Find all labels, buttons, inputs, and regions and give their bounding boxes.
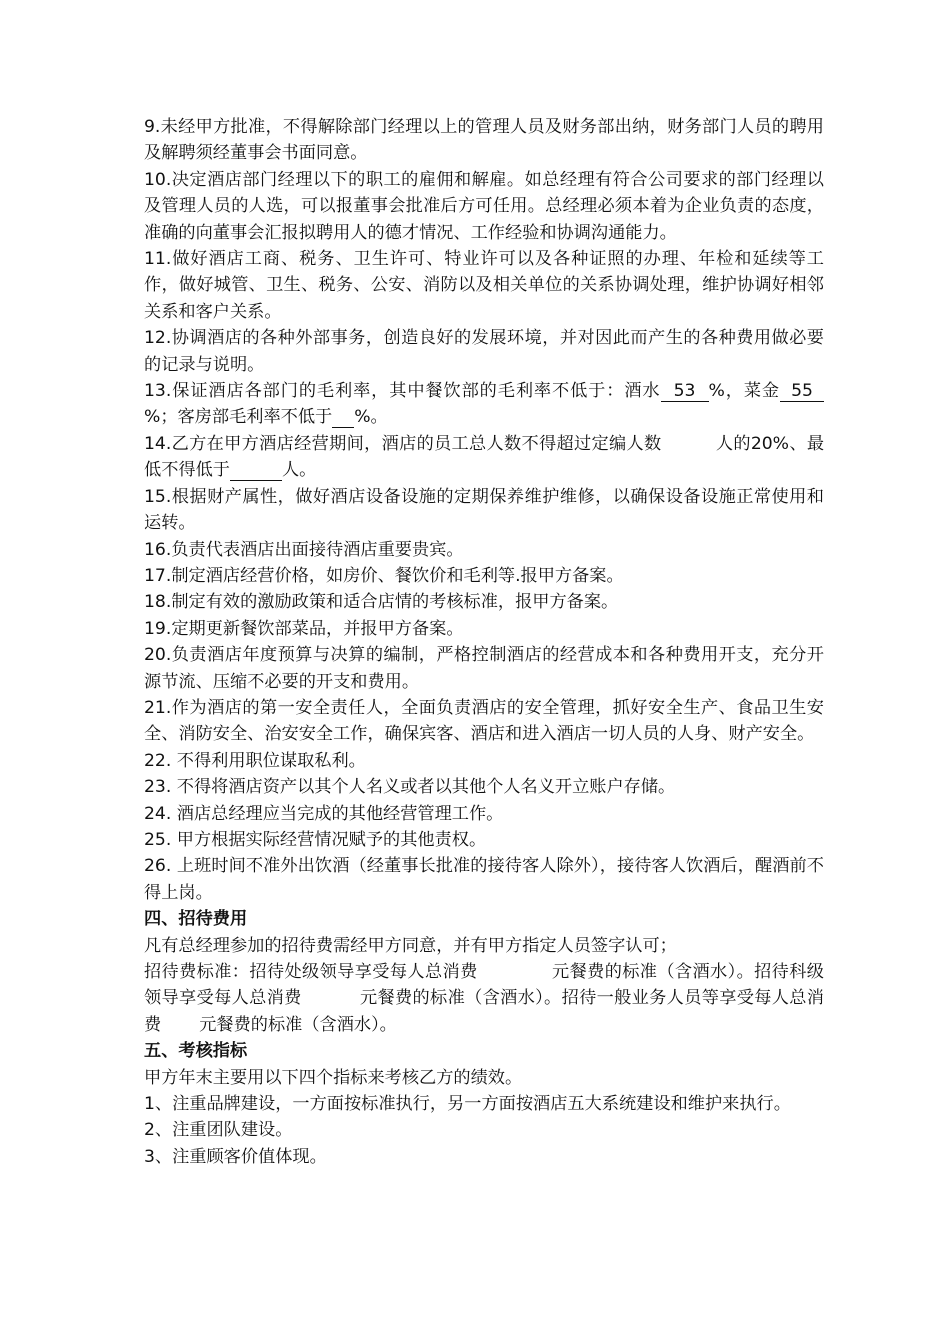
document-body	[144, 114, 824, 1170]
entertain-standard-b: 元餐费的标准（含酒水）。招待科级领导享受每人总消费	[144, 962, 824, 1009]
clause-14-text-b: 人的20%、最低不得低于	[144, 433, 825, 481]
clause-17: 17.制定酒店经营价格，如房价、餐饮价和毛利等.报甲方备案。	[144, 565, 624, 586]
section-5-heading: 五、考核指标	[144, 1041, 248, 1062]
section-5-para-1: 甲方年末主要用以下四个指标来考核乙方的绩效。	[144, 1067, 523, 1088]
clause-22: 22. 不得利用职位谋取私利。	[144, 750, 366, 771]
wine-margin-blank: 53	[661, 381, 709, 402]
entertain-standard-d: 元餐费的标准（含酒水）。	[199, 1014, 397, 1035]
section-5-item-3: 3、注重顾客价值体现。	[144, 1146, 327, 1167]
clause-18: 18.制定有效的激励政策和适合店情的考核标准，报甲方备案。	[144, 592, 619, 613]
clause-13-text-a: 13.保证酒店各部门的毛利率，其中餐饮部的毛利率不低于：酒水	[144, 381, 661, 402]
clause-9: 9.未经甲方批准，不得解除部门经理以上的管理人员及财务部出纳，财务部门人员的聘用及解聘须经董事会书面同意。	[144, 117, 824, 164]
clause-13-text-c: %；客房部毛利率不低于	[144, 407, 333, 428]
clause-15: 15.根据财产属性，做好酒店设备设施的定期保养维护维修，以确保设备设施正常使用和运转。	[144, 486, 824, 534]
clause-26: 26. 上班时间不准外出饮酒（经董事长批准的接待客人除外），接待客人饮酒后，醒酒前不得上岗。	[144, 856, 824, 903]
room-margin-blank	[332, 407, 354, 428]
clause-13-text-d: %。	[354, 407, 388, 428]
clause-13-text-b: %，菜金	[708, 381, 780, 402]
section-5-item-1: 1、注重品牌建设，一方面按标准执行，另一方面按酒店五大系统建设和维护来执行。	[144, 1094, 791, 1115]
clause-10: 10.决定酒店部门经理以下的职工的雇佣和解雇。如总经理有符合公司要求的部门经理以及管理人员的人选，可以报董事会批准后方可任用。总经理必须本着为企业负责的态度，准确的向董事会汇报拟聘用人的德才情况、工作经验和协调沟通能力。	[144, 169, 824, 243]
clause-13	[144, 378, 824, 431]
clause-19: 19.定期更新餐饮部菜品，并报甲方备案。	[144, 618, 464, 639]
clause-21: 21.作为酒店的第一安全责任人，全面负责酒店的安全管理，抓好安全生产、食品卫生安全、消防安全、治安安全工作，确保宾客、酒店和进入酒店一切人员的人身、财产安全。	[144, 697, 824, 745]
dish-margin-blank: 55	[780, 381, 824, 402]
min-staff-blank	[230, 460, 282, 481]
clause-20: 20.负责酒店年度预算与决算的编制，严格控制酒店的经营成本和各种费用开支，充分开源节流、压缩不必要的开支和费用。	[144, 645, 824, 692]
clause-25: 25. 甲方根据实际经营情况赋予的其他责权。	[144, 829, 487, 850]
section-4-para-1: 凡有总经理参加的招待费需经甲方同意，并有甲方指定人员签字认可；	[144, 935, 677, 956]
section-4-heading: 四、招待费用	[144, 909, 248, 930]
clause-11: 11.做好酒店工商、税务、卫生许可、特业许可以及各种证照的办理、年检和延续等工作，做好城管、卫生、税务、公安、消防以及相关单位的关系协调处理，维护协调好相邻关系和客户关系。	[144, 249, 824, 322]
clause-14	[144, 431, 824, 484]
clause-24: 24. 酒店总经理应当完成的其他经营管理工作。	[144, 803, 504, 824]
section-4-para-2	[144, 959, 824, 1038]
clause-12: 12.协调酒店的各种外部事务，创造良好的发展环境，并对因此而产生的各种费用做必要的记录与说明。	[144, 328, 824, 375]
clause-23: 23. 不得将酒店资产以其个人名义或者以其他个人名义开立账户存储。	[144, 777, 676, 798]
clause-14-text-c: 人。	[281, 460, 317, 481]
entertain-standard-a: 招待费标准：招待处级领导享受每人总消费	[144, 962, 478, 982]
section-5-item-2: 2、注重团队建设。	[144, 1120, 293, 1141]
clause-16: 16.负责代表酒店出面接待酒店重要贵宾。	[144, 539, 464, 560]
clause-14-text-a: 14.乙方在甲方酒店经营期间，酒店的员工总人数不得超过定编人数	[144, 433, 662, 454]
entertain-standard-c: 元餐费的标准（含酒水）。招待一般业务人员等享受每人总消费	[144, 988, 824, 1035]
